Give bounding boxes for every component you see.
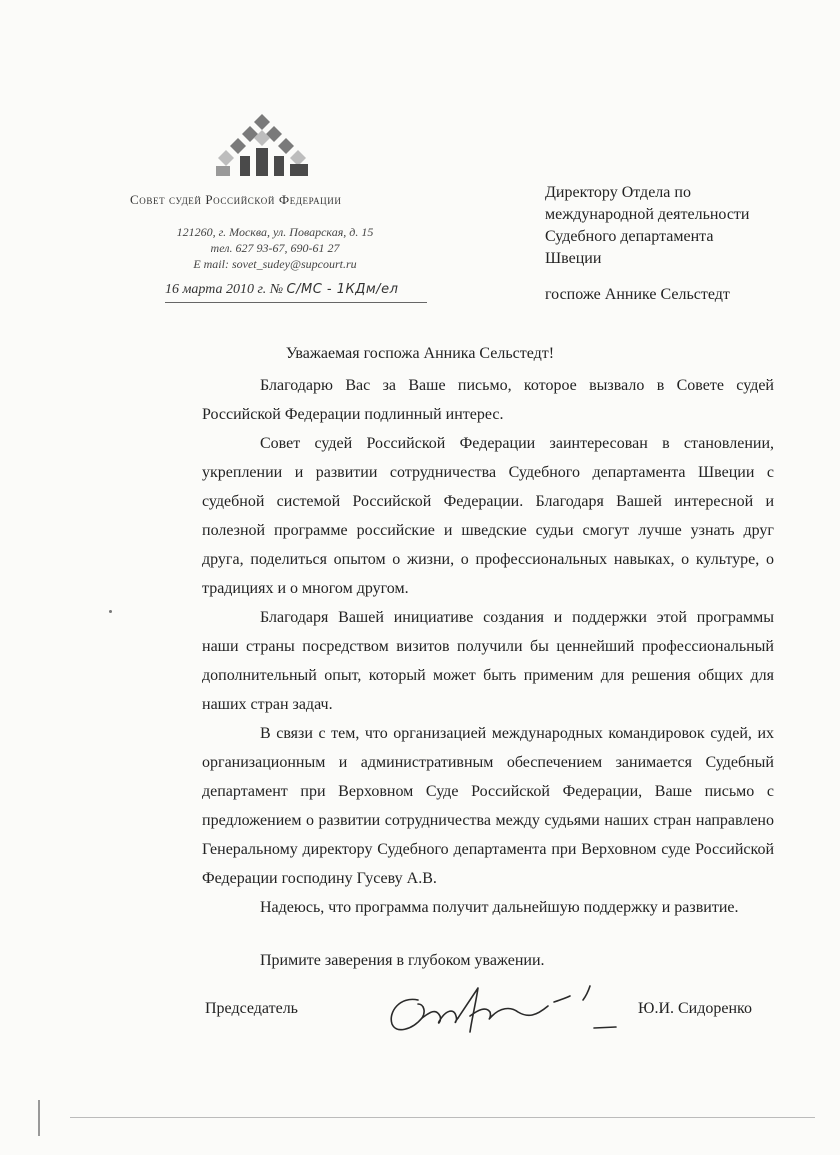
footer-rule: [70, 1117, 815, 1118]
org-address: 121260, г. Москва, ул. Поварская, д. 15: [176, 225, 374, 239]
org-contacts: [150, 224, 400, 272]
recipient-block: [545, 182, 805, 306]
recipient-line: международной деятельности: [545, 206, 750, 223]
letter-date: 16 марта 2010 г.: [165, 282, 267, 297]
org-phone: тел. 627 93-67, 690-61 27: [210, 241, 340, 255]
scan-speck: [109, 610, 112, 613]
number-sign: №: [269, 282, 284, 297]
letter-body: [202, 371, 774, 922]
org-email: E mail: sovet_sudey@supcourt.ru: [193, 257, 357, 271]
recipient-name: госпоже Аннике Сельстедт: [545, 286, 730, 303]
paragraph: Благодаря Вашей инициативе создания и поддержки этой программы наши страны посредством визитов получили бы ценнейший профессиональный дополнительный опыт, который может быть применим для решения общих для наших стран задач.: [202, 609, 774, 713]
recipient-line: Швеции: [545, 250, 602, 267]
paragraph: Благодарю Вас за Ваше письмо, которое вызвало в Совете судей Российской Федерации подлинный интерес.: [202, 377, 774, 423]
paragraph: Надеюсь, что программа получит дальнейшую поддержку и развитие.: [260, 899, 739, 916]
signatory-title: Председатель: [205, 1000, 298, 1017]
reference-line: [165, 282, 427, 303]
paragraph: Совет судей Российской Федерации заинтересован в становлении, укреплении и развитии сотрудничества Судебного департамента Швеции с судебной системой Российской Федерации. Благодаря Вашей интересной и полезной программе российские и шведские судьи смогут лучше узнать друг друга, поделиться опытом о жизни, о профессиональных навыках, о культуре, о традициях и о многом другом.: [202, 435, 774, 597]
handwritten-signature: [378, 982, 623, 1042]
org-name: Совет судей Российской Федерации: [130, 192, 342, 207]
recipient-line: Директору Отдела по: [545, 184, 691, 201]
signatory-name: Ю.И. Сидоренко: [638, 1000, 752, 1017]
paragraph: В связи с тем, что организацией международных командировок судей, их организационным и административным обеспечением занимается Судебный департамент при Верховном Суде Российской Федерации, Ваше письмо с предложением о развитии сотрудничества между судьями наших стран направлено Генеральному директору Судебного департамента при Верховном суде Российской Федерации господину Гусеву А.В.: [202, 725, 774, 887]
closing-line: Примите заверения в глубоком уважении.: [260, 952, 545, 969]
council-logo: [210, 112, 315, 182]
recipient-line: Судебного департамента: [545, 228, 714, 245]
scan-edge-mark: [38, 1100, 40, 1136]
salutation: Уважаемая госпожа Анника Сельстедт!: [285, 345, 555, 362]
letter-number: С/МС - 1КДм/ел: [286, 282, 399, 297]
